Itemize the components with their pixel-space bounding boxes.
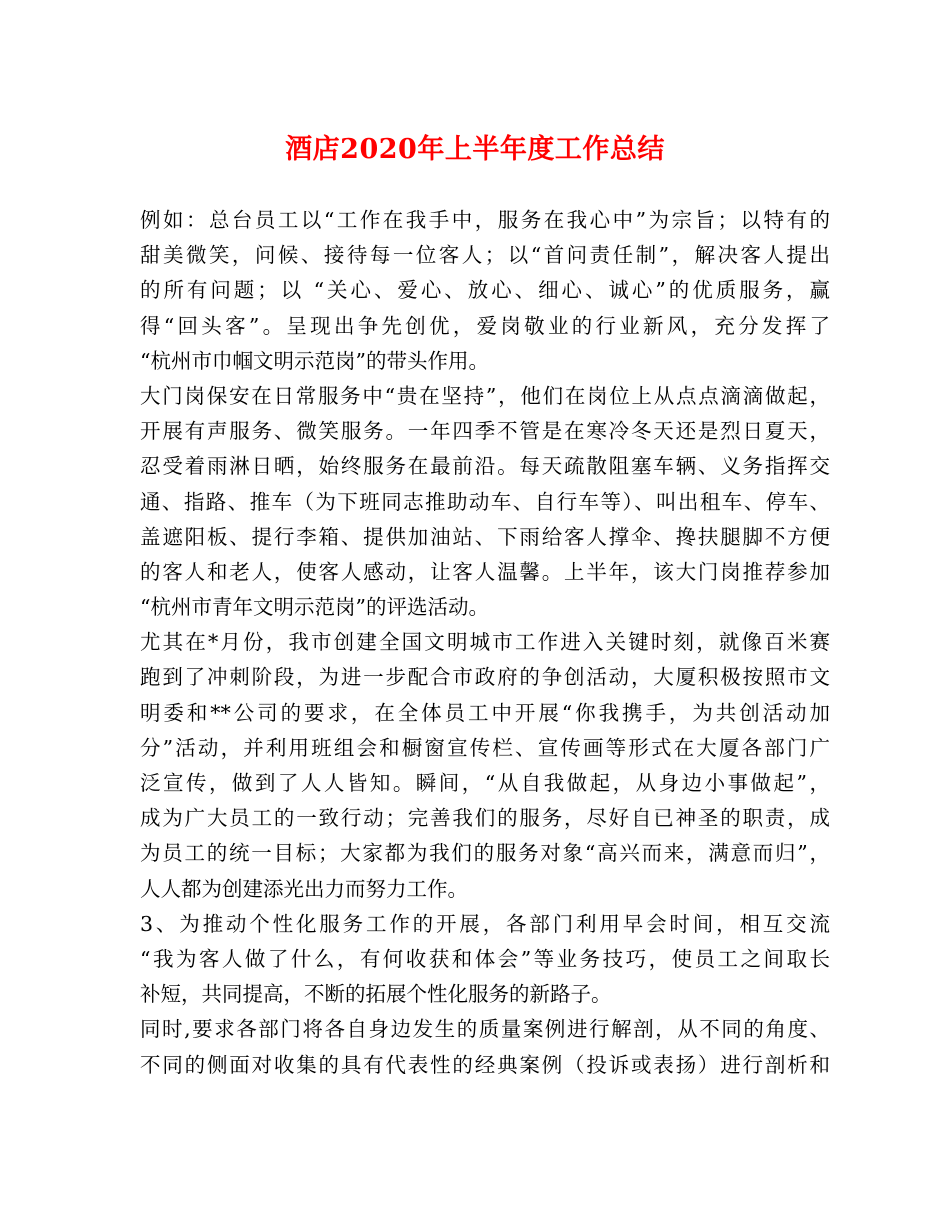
text-line: 得“回头客”。呈现出争先创优，爱岗敬业的行业新风，充分发挥了 [140,313,830,338]
text-line: “杭州市青年文明示范岗”的评选活动。 [140,595,489,620]
text-line: 人人都为创建添光出力而努力工作。 [140,876,468,901]
document-body [140,203,830,1083]
text-line: 3、为推动个性化服务工作的开展，各部门利用早会时间，相互交流 [140,911,830,936]
text-line: 跑到了冲刺阶段，为进一步配合市政府的争创活动，大厦积极按照市文 [140,665,830,690]
text-line: 忍受着雨淋日晒，始终服务在最前沿。每天疏散阻塞车辆、义务指挥交 [140,454,830,479]
text-line: 甜美微笑，问候、接待每一位客人；以“首问责任制”，解决客人提出 [140,243,830,268]
text-line: 成为广大员工的一致行动；完善我们的服务，尽好自已神圣的职责，成 [140,806,830,831]
page-title: 酒店2020年上半年度工作总结 [285,134,665,165]
text-line: 的客人和老人，使客人感动，让客人温馨。上半年，该大门岗推荐参加 [140,559,830,584]
text-line: “我为客人做了什么，有何收获和体会”等业务技巧，使员工之间取长 [140,946,830,971]
text-line: 泛宣传，做到了人人皆知。瞬间，“从自我做起，从身边小事做起”， [140,771,830,795]
text-line: 明委和**公司的要求，在全体员工中开展“你我携手，为共创活动加 [140,700,830,725]
text-line: 补短，共同提高，不断的拓展个性化服务的新路子。 [140,982,612,1007]
text-line: 不同的侧面对收集的具有代表性的经典案例（投诉或表扬）进行剖析和 [140,1052,830,1077]
text-line: 为员工的统一目标；大家都为我们的服务对象“高兴而来，满意而归”， [140,841,830,866]
text-line: 开展有声服务、微笑服务。一年四季不管是在寒冷冬天还是烈日夏天， [140,419,830,444]
text-line: 通、指路、推车（为下班同志推助动车、自行车等）、叫出租车、停车、 [140,489,830,514]
text-line: 同时,要求各部门将各自身边发生的质量案例进行解剖，从不同的角度、 [140,1017,830,1042]
text-line: 盖遮阳板、提行李箱、提供加油站、下雨给客人撑伞、搀扶腿脚不方便 [140,524,830,549]
text-line: “杭州市巾帼文明示范岗”的带头作用。 [140,348,489,373]
text-line: 大门岗保安在日常服务中“贵在坚持”，他们在岗位上从点点滴滴做起， [140,383,830,408]
text-line: 尤其在*月份，我市创建全国文明城市工作进入关键时刻，就像百米赛 [140,630,830,655]
text-line: 的所有问题；以 “关心、爱心、放心、细心、诚心”的优质服务，赢 [140,278,830,303]
text-line: 例如：总台员工以“工作在我手中，服务在我心中”为宗旨；以特有的 [140,208,830,232]
text-line: 分”活动，并利用班组会和橱窗宣传栏、宣传画等形式在大厦各部门广 [140,735,830,760]
